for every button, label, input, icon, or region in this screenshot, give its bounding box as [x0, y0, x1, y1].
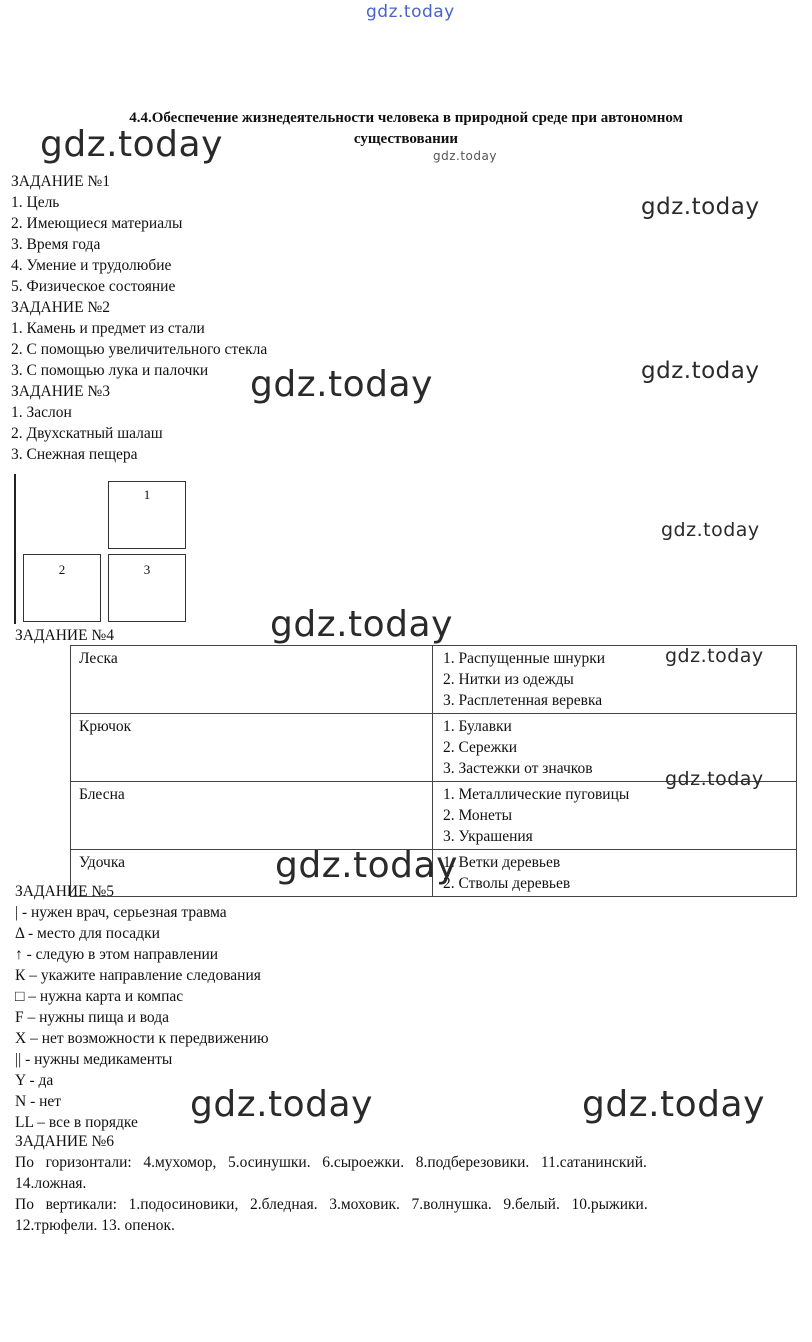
diagram-square-3	[108, 554, 186, 622]
watermark: gdz.today	[665, 768, 764, 790]
page-title: 4.4.Обеспечение жизнедеятельности человека в природной среде при автономном	[129, 110, 683, 126]
task4-heading: ЗАДАНИЕ №4	[15, 627, 114, 644]
task1-heading: ЗАДАНИЕ №1	[11, 173, 110, 190]
diagram-square-1	[108, 481, 186, 549]
list-item: 3. Время года	[11, 236, 101, 253]
task6-vertical-cont: 12.трюфели. 13. опенок.	[15, 1217, 175, 1234]
list-item: 3. Снежная пещера	[11, 446, 138, 463]
task2-heading: ЗАДАНИЕ №2	[11, 299, 110, 316]
list-item: || - нужны медикаменты	[15, 1051, 173, 1068]
list-item: F – нужны пища и вода	[15, 1009, 169, 1026]
list-item: 2. Нитки из одежды	[443, 671, 574, 688]
task6-heading: ЗАДАНИЕ №6	[15, 1133, 114, 1150]
list-item: 1. Металлические пуговицы	[443, 786, 630, 803]
list-item: 1. Ветки деревьев	[443, 854, 561, 871]
table-cell-items	[433, 782, 797, 850]
task6-horizontal-cont: 14.ложная.	[15, 1175, 87, 1192]
list-item: 1. Распущенные шнурки	[443, 650, 606, 667]
watermark: gdz.today	[641, 194, 760, 220]
table-cell-items	[433, 850, 797, 897]
task5-heading: ЗАДАНИЕ №5	[15, 883, 114, 900]
list-item: □ – нужна карта и компас	[15, 988, 184, 1005]
list-item: 2. Монеты	[443, 807, 513, 824]
watermark-top: gdz.today	[366, 2, 455, 22]
square-label: 2	[58, 562, 66, 577]
task6-horizontal: По горизонтали: 4.мухомор, 5.осинушки. 6.сыроежки. 8.подберезовики. 11.сатанинский.	[15, 1154, 647, 1171]
square-label: 1	[143, 487, 151, 502]
diagram-square-2	[23, 554, 101, 622]
list-item: 1. Булавки	[443, 718, 512, 735]
list-item: 3. Расплетенная веревка	[443, 692, 603, 709]
watermark: gdz.today	[661, 519, 760, 541]
list-item: N - нет	[15, 1093, 62, 1110]
square-label: 3	[143, 562, 151, 577]
list-item: Δ - место для посадки	[15, 925, 160, 942]
list-item: LL – все в порядке	[15, 1114, 138, 1131]
list-item: 2. Стволы деревьев	[443, 875, 571, 892]
watermark: gdz.today	[190, 1084, 373, 1125]
list-item: 1. Заслон	[11, 404, 72, 421]
watermark: gdz.today	[275, 845, 458, 886]
list-item: 5. Физическое состояние	[11, 278, 176, 295]
list-item: 1. Цель	[11, 194, 60, 211]
table-cell-name: Крючок	[71, 714, 433, 782]
list-item: 2. Имеющиеся материалы	[11, 215, 183, 232]
list-item: 3. Застежки от значков	[443, 760, 593, 777]
list-item: 1. Камень и предмет из стали	[11, 320, 205, 337]
list-item: 3. Украшения	[443, 828, 533, 845]
list-item: 2. Двухскатный шалаш	[11, 425, 163, 442]
table-cell-name: Удочка	[71, 850, 433, 897]
watermark: gdz.today	[641, 358, 760, 384]
watermark: gdz.today	[270, 604, 453, 645]
table-row	[71, 782, 797, 850]
list-item: 3. С помощью лука и палочки	[11, 362, 209, 379]
watermark: gdz.today	[665, 645, 764, 667]
watermark: gdz.today	[250, 364, 433, 405]
watermark: gdz.today	[433, 149, 497, 163]
table-cell-name: Леска	[71, 646, 433, 714]
list-item: 4. Умение и трудолюбие	[11, 257, 172, 274]
list-item: К – укажите направление следования	[15, 967, 261, 984]
task3-heading: ЗАДАНИЕ №3	[11, 383, 110, 400]
list-item: 2. С помощью увеличительного стекла	[11, 341, 268, 358]
diagram-vertical-line	[14, 474, 16, 624]
table-cell-name: Блесна	[71, 782, 433, 850]
list-item: | - нужен врач, серьезная травма	[15, 904, 227, 921]
watermark: gdz.today	[40, 124, 223, 165]
list-item: ↑ - следую в этом направлении	[15, 946, 219, 963]
page-title-line2: существовании	[353, 131, 459, 147]
list-item: Х – нет возможности к передвижению	[15, 1030, 269, 1047]
task6-vertical: По вертикали: 1.подосиновики, 2.бледная. 3.моховик. 7.волнушка. 9.белый. 10.рыжики.	[15, 1196, 648, 1213]
watermark: gdz.today	[582, 1084, 765, 1125]
list-item: 2. Сережки	[443, 739, 518, 756]
list-item: Y - да	[15, 1072, 54, 1089]
